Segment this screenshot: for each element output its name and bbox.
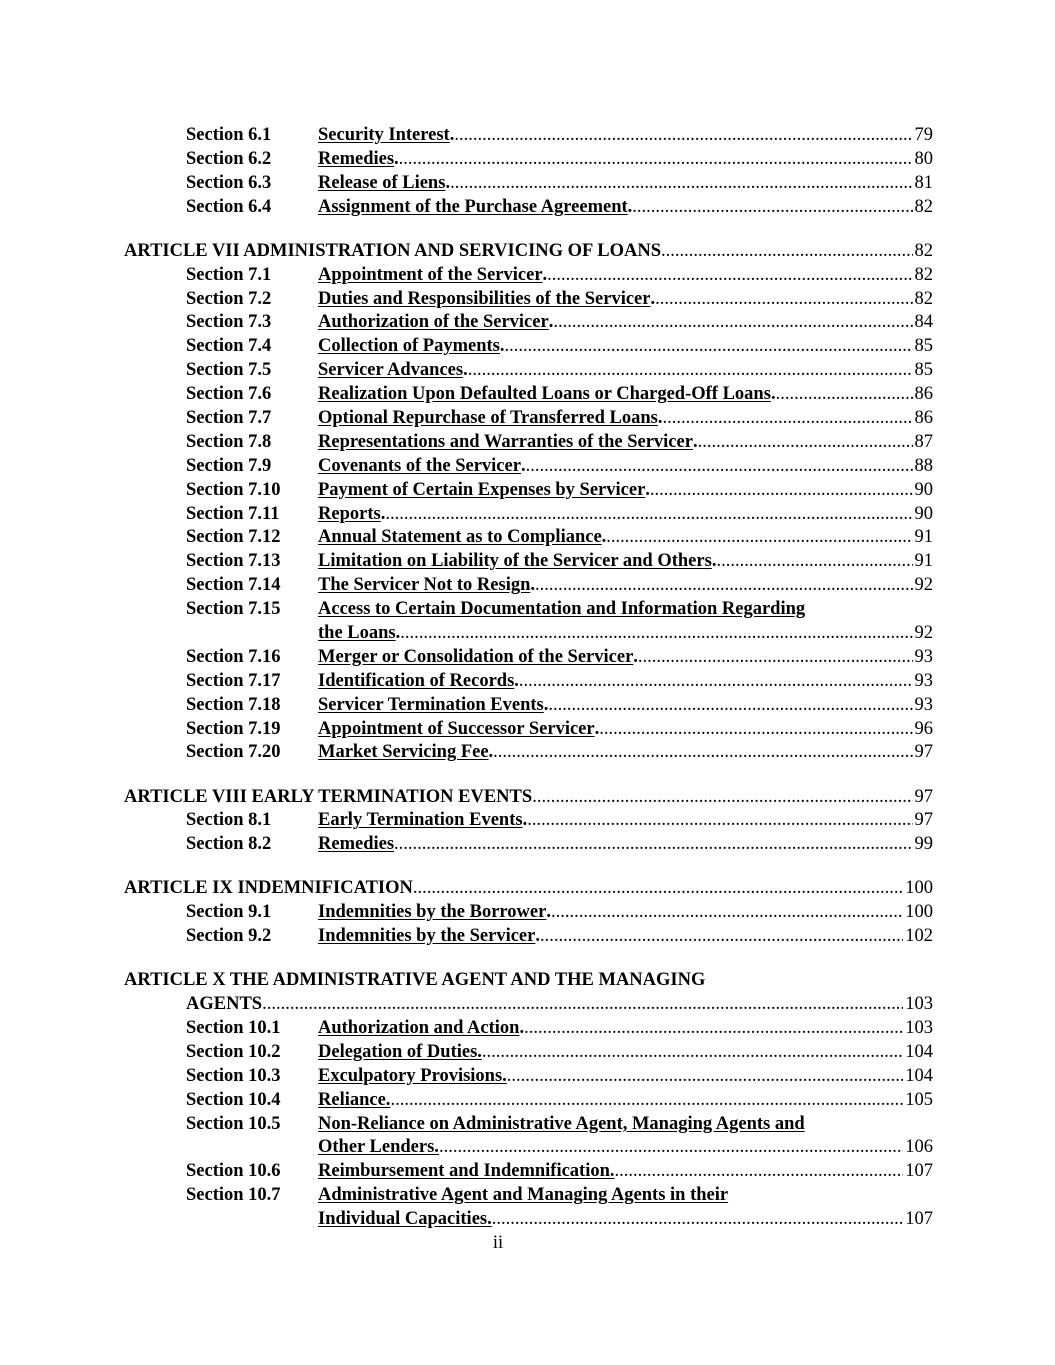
toc-page-number: 80 xyxy=(914,148,933,169)
toc-page-number: 84 xyxy=(914,312,933,333)
toc-punct: . xyxy=(546,902,551,923)
toc-link[interactable]: Appointment of the Servicer xyxy=(318,264,543,285)
toc-page-number: 103 xyxy=(905,1018,933,1039)
toc-link[interactable]: The Servicer Not to Resign xyxy=(318,575,531,596)
section-title xyxy=(318,694,933,718)
section-number: Section 7.7 xyxy=(186,407,272,428)
section-number: Section 10.2 xyxy=(186,1041,281,1062)
toc-punct: . xyxy=(394,148,399,169)
section-title xyxy=(318,833,933,857)
toc-section-entry xyxy=(0,1065,1055,1089)
section-title xyxy=(318,288,933,312)
section-number: Section 10.7 xyxy=(186,1185,281,1206)
leader-dots xyxy=(482,1041,903,1065)
section-title xyxy=(318,455,933,479)
toc-page-number: 99 xyxy=(914,834,933,855)
section-number: Section 6.1 xyxy=(186,125,272,145)
section-title xyxy=(318,431,933,455)
toc-link[interactable]: Market Servicing Fee xyxy=(318,742,489,763)
section-title xyxy=(318,646,933,670)
section-number: Section 7.17 xyxy=(186,670,281,691)
toc-section-entry xyxy=(0,1184,1055,1208)
section-number: Section 10.4 xyxy=(186,1089,281,1110)
toc-page-number: 85 xyxy=(914,336,933,357)
section-title xyxy=(318,1160,933,1184)
toc-page-number: 102 xyxy=(905,926,933,947)
leader-dots xyxy=(493,741,912,765)
section-title xyxy=(318,124,933,148)
leader-dots xyxy=(532,786,912,810)
toc-page-number: 79 xyxy=(914,125,933,145)
toc-link[interactable]: Authorization and Action xyxy=(318,1018,520,1039)
article-title xyxy=(124,969,933,993)
section-number: Section 7.15 xyxy=(186,599,281,620)
section-title xyxy=(318,407,933,431)
leader-dots xyxy=(390,1089,903,1113)
toc-section-entry xyxy=(0,646,1055,670)
toc-section-entry xyxy=(0,1017,1055,1041)
toc-link[interactable]: Collection of Payments xyxy=(318,336,500,357)
toc-section-entry xyxy=(0,1089,1055,1113)
section-number: Section 7.19 xyxy=(186,718,281,739)
toc-link[interactable]: Administrative Agent and Managing Agents in their xyxy=(318,1185,729,1206)
section-title xyxy=(318,1065,933,1089)
toc-link[interactable]: Remedies xyxy=(318,834,395,855)
toc-link[interactable]: Access to Certain Documentation and Information Regarding xyxy=(318,599,806,620)
section-number: Section 7.8 xyxy=(186,431,272,452)
section-title xyxy=(318,264,933,288)
toc-page-number: 96 xyxy=(914,718,933,739)
toc-page-number: 104 xyxy=(905,1065,933,1086)
section-number: Section 9.2 xyxy=(186,926,272,947)
article-title xyxy=(124,877,933,901)
toc-page-number: 87 xyxy=(914,431,933,452)
toc-article-entry-cont xyxy=(0,993,1055,1017)
toc-link[interactable]: Delegation of Duties. xyxy=(318,1041,482,1062)
toc-punct: . xyxy=(594,718,600,739)
toc-section-entry xyxy=(0,455,1055,479)
leader-dots xyxy=(524,1017,903,1041)
section-number: Section 7.4 xyxy=(186,336,272,357)
toc-page-number: 90 xyxy=(914,503,933,524)
leader-dots xyxy=(716,550,912,574)
toc-punct: . xyxy=(627,196,633,217)
leader-dots xyxy=(385,503,912,527)
toc-article-entry xyxy=(0,969,1055,993)
section-number: Section 7.13 xyxy=(186,551,281,572)
leader-dots xyxy=(548,694,912,718)
leader-dots xyxy=(599,718,912,742)
toc-section-entry xyxy=(0,901,1055,925)
section-number: Section 9.1 xyxy=(186,902,272,923)
section-title xyxy=(318,1113,933,1137)
toc-punct: . xyxy=(522,810,528,831)
toc-punct: . xyxy=(520,455,526,476)
toc-link[interactable]: the Loans xyxy=(318,623,396,643)
toc-link[interactable]: Assignment of the Purchase Agreement xyxy=(318,196,628,217)
section-title xyxy=(318,311,933,335)
toc-gap xyxy=(0,765,1055,785)
toc-page-number: 90 xyxy=(914,479,933,500)
section-title xyxy=(318,598,933,622)
leader-dots xyxy=(535,574,913,598)
toc-punct: . xyxy=(445,172,451,193)
toc-section-entry xyxy=(0,1041,1055,1065)
toc-page-number: 107 xyxy=(905,1209,933,1230)
toc-section-entry xyxy=(0,359,1055,383)
toc-section-entry xyxy=(0,335,1055,359)
toc-heading: ARTICLE X THE ADMINISTRATIVE AGENT AND THE MANAGING xyxy=(124,970,706,991)
section-title xyxy=(318,670,933,694)
toc-section-entry xyxy=(0,718,1055,742)
toc-link[interactable]: Indemnities by the Servicer xyxy=(318,926,536,947)
toc-link[interactable]: Early Termination Events xyxy=(318,810,523,831)
toc-punct: . xyxy=(514,670,519,691)
section-number: Section 7.2 xyxy=(186,288,272,309)
toc-page-number: 82 xyxy=(914,240,933,261)
toc-link[interactable]: Release of Liens xyxy=(318,172,446,193)
section-title xyxy=(318,359,933,383)
leader-dots xyxy=(400,622,912,646)
toc-page-number: 81 xyxy=(914,172,933,193)
section-number: Section 10.3 xyxy=(186,1065,281,1086)
table-of-contents xyxy=(0,124,1055,1232)
section-number: Section 10.6 xyxy=(186,1161,281,1182)
section-title xyxy=(318,383,933,407)
toc-section-entry xyxy=(0,407,1055,431)
article-title xyxy=(124,240,933,264)
toc-page-number: 105 xyxy=(905,1089,933,1110)
toc-page-number: 88 xyxy=(914,455,933,476)
toc-page-number: 91 xyxy=(914,527,933,548)
toc-page-number: 93 xyxy=(914,646,933,667)
toc-section-entry xyxy=(0,526,1055,550)
section-title xyxy=(318,718,933,742)
toc-punct: . xyxy=(499,336,505,357)
toc-page-number: 97 xyxy=(914,810,933,831)
article-title-cont xyxy=(186,993,933,1017)
toc-section-entry-cont xyxy=(0,622,1055,646)
toc-gap xyxy=(0,857,1055,877)
leader-dots xyxy=(505,335,913,359)
toc-page-number: 100 xyxy=(905,878,933,899)
toc-punct: . xyxy=(650,288,656,309)
section-number: Section 8.1 xyxy=(186,810,272,831)
toc-article-entry xyxy=(0,786,1055,810)
section-title xyxy=(318,503,933,527)
section-number: Section 7.14 xyxy=(186,575,281,596)
toc-heading: AGENTS xyxy=(186,994,263,1015)
toc-page-number: 92 xyxy=(914,575,933,596)
section-title xyxy=(318,148,933,172)
section-title xyxy=(318,479,933,503)
toc-punct: . xyxy=(395,623,401,643)
toc-section-entry xyxy=(0,809,1055,833)
toc-link[interactable]: Limitation on Liability of the Servicer and Others xyxy=(318,551,712,572)
toc-punct: . xyxy=(692,431,698,452)
toc-link[interactable]: Reimbursement and Indemnification. xyxy=(318,1161,615,1182)
leader-dots xyxy=(519,670,913,694)
toc-link[interactable]: Exculpatory Provisions. xyxy=(318,1065,507,1086)
toc-section-entry-cont xyxy=(0,1208,1055,1232)
leader-dots xyxy=(655,288,912,312)
toc-page-number: 97 xyxy=(914,742,933,763)
toc-page-number: 106 xyxy=(905,1137,933,1158)
toc-punct: . xyxy=(463,360,468,381)
toc-link[interactable]: Representations and Warranties of the Servicer xyxy=(318,431,693,452)
section-number: Section 8.2 xyxy=(186,834,272,855)
toc-punct: . xyxy=(449,125,455,145)
section-number: Section 7.20 xyxy=(186,742,281,763)
toc-link[interactable]: Realization Upon Defaulted Loans or Charged-Off Loans xyxy=(318,384,771,405)
toc-section-entry xyxy=(0,1160,1055,1184)
toc-link[interactable]: Identification of Records xyxy=(318,670,515,691)
toc-punct: . xyxy=(519,1018,525,1039)
toc-page-number: 85 xyxy=(914,360,933,381)
section-title-cont xyxy=(318,1136,933,1160)
toc-link[interactable]: Servicer Termination Events xyxy=(318,694,544,715)
toc-section-entry xyxy=(0,383,1055,407)
toc-punct: . xyxy=(542,264,548,285)
toc-page-number: 104 xyxy=(905,1041,933,1062)
toc-section-entry xyxy=(0,288,1055,312)
toc-link[interactable]: Annual Statement as to Compliance xyxy=(318,527,602,548)
leader-dots xyxy=(632,196,912,220)
toc-link[interactable]: Remedies xyxy=(318,148,395,169)
toc-punct: . xyxy=(645,479,650,500)
toc-link[interactable]: Security Interest xyxy=(318,125,450,145)
section-title-cont xyxy=(318,622,933,646)
page-number: ii xyxy=(492,1233,504,1253)
leader-dots xyxy=(399,148,913,172)
toc-link[interactable]: Individual Capacities. xyxy=(318,1209,492,1230)
section-number: Section 7.11 xyxy=(186,503,280,524)
leader-dots xyxy=(394,833,912,857)
toc-section-entry xyxy=(0,741,1055,765)
toc-link[interactable]: Duties and Responsibilities of the Servicer xyxy=(318,288,651,309)
toc-section-entry xyxy=(0,925,1055,949)
section-title xyxy=(318,741,933,765)
toc-punct: . xyxy=(543,694,549,715)
section-title xyxy=(318,196,933,220)
toc-link[interactable]: Other Lenders. xyxy=(318,1137,439,1158)
section-title xyxy=(318,901,933,925)
toc-heading: ARTICLE VIII EARLY TERMINATION EVENTS xyxy=(124,786,533,807)
section-number: Section 6.3 xyxy=(186,172,272,193)
toc-link[interactable]: Indemnities by the Borrower xyxy=(318,902,547,923)
leader-dots xyxy=(468,359,913,383)
toc-section-entry xyxy=(0,124,1055,148)
toc-heading: ARTICLE IX INDEMNIFICATION xyxy=(124,878,413,899)
section-title-cont xyxy=(318,1208,933,1232)
toc-punct: . xyxy=(770,384,776,405)
section-title xyxy=(318,574,933,598)
toc-section-entry xyxy=(0,670,1055,694)
leader-dots xyxy=(661,240,912,264)
toc-link[interactable]: Reliance. xyxy=(318,1089,391,1110)
toc-page-number: 82 xyxy=(914,288,933,309)
toc-link[interactable]: Reports xyxy=(318,503,381,524)
leader-dots xyxy=(450,172,912,196)
toc-page-number: 91 xyxy=(914,551,933,572)
toc-link[interactable]: Covenants of the Servicer xyxy=(318,455,521,476)
section-title xyxy=(318,925,933,949)
toc-section-entry xyxy=(0,833,1055,857)
leader-dots xyxy=(663,407,913,431)
leader-dots xyxy=(413,877,903,901)
section-title xyxy=(318,809,933,833)
toc-link[interactable]: Payment of Certain Expenses by Servicer xyxy=(318,479,646,500)
toc-punct: . xyxy=(530,575,535,596)
leader-dots xyxy=(553,311,912,335)
toc-page-number: 103 xyxy=(905,994,933,1015)
leader-dots xyxy=(262,993,903,1017)
toc-page-number: 93 xyxy=(914,694,933,715)
toc-section-entry xyxy=(0,311,1055,335)
section-number: Section 6.4 xyxy=(186,196,272,217)
section-number: Section 10.5 xyxy=(186,1113,281,1134)
toc-page-number: 100 xyxy=(905,902,933,923)
section-number: Section 10.1 xyxy=(186,1018,281,1039)
toc-punct: . xyxy=(711,551,717,572)
section-number: Section 7.18 xyxy=(186,694,281,715)
toc-section-entry-cont xyxy=(0,1136,1055,1160)
toc-section-entry xyxy=(0,264,1055,288)
toc-punct: . xyxy=(601,527,607,548)
section-number: Section 7.5 xyxy=(186,360,272,381)
toc-section-entry xyxy=(0,574,1055,598)
leader-dots xyxy=(454,124,912,148)
toc-section-entry xyxy=(0,550,1055,574)
toc-page-number: 82 xyxy=(914,196,933,217)
toc-link[interactable]: Appointment of Successor Servicer xyxy=(318,718,595,739)
leader-dots xyxy=(527,809,912,833)
toc-page-number: 107 xyxy=(905,1161,933,1182)
leader-dots xyxy=(540,925,903,949)
section-title xyxy=(318,335,933,359)
leader-dots xyxy=(615,1160,904,1184)
toc-page-number: 82 xyxy=(914,264,933,285)
toc-article-entry xyxy=(0,240,1055,264)
leader-dots xyxy=(507,1065,903,1089)
leader-dots xyxy=(526,455,913,479)
leader-dots xyxy=(551,901,903,925)
leader-dots xyxy=(606,526,912,550)
section-number: Section 6.2 xyxy=(186,148,272,169)
section-title xyxy=(318,1184,933,1208)
toc-page-number: 97 xyxy=(914,786,933,807)
section-number: Section 7.9 xyxy=(186,455,272,476)
section-title xyxy=(318,526,933,550)
toc-section-entry xyxy=(0,479,1055,503)
toc-punct: . xyxy=(380,503,386,524)
toc-punct: . xyxy=(633,646,638,667)
toc-section-entry xyxy=(0,431,1055,455)
leader-dots xyxy=(776,383,913,407)
section-number: Section 7.12 xyxy=(186,527,281,548)
section-number: Section 7.6 xyxy=(186,384,272,405)
toc-section-entry xyxy=(0,172,1055,196)
toc-section-entry xyxy=(0,148,1055,172)
toc-link[interactable]: Authorization of the Servicer xyxy=(318,312,549,333)
toc-page-number: 92 xyxy=(914,623,933,643)
section-number: Section 7.10 xyxy=(186,479,281,500)
toc-punct: . xyxy=(488,742,494,763)
leader-dots xyxy=(698,431,913,455)
toc-section-entry xyxy=(0,598,1055,622)
toc-article-entry xyxy=(0,877,1055,901)
leader-dots xyxy=(638,646,913,670)
section-number: Section 7.3 xyxy=(186,312,272,333)
toc-section-entry xyxy=(0,694,1055,718)
toc-page-number: 93 xyxy=(914,670,933,691)
toc-heading: ARTICLE VII ADMINISTRATION AND SERVICING OF LOANS xyxy=(124,240,662,261)
toc-punct: . xyxy=(548,312,554,333)
toc-page-number: 86 xyxy=(914,384,933,405)
toc-section-entry xyxy=(0,503,1055,527)
toc-gap xyxy=(0,949,1055,969)
leader-dots xyxy=(650,479,913,503)
leader-dots xyxy=(492,1208,904,1232)
toc-page-number: 86 xyxy=(914,407,933,428)
section-number: Section 7.16 xyxy=(186,646,281,667)
leader-dots xyxy=(439,1136,903,1160)
leader-dots xyxy=(547,264,912,288)
toc-gap xyxy=(0,220,1055,240)
section-number: Section 7.1 xyxy=(186,264,272,285)
toc-punct: . xyxy=(657,407,663,428)
toc-link[interactable]: Servicer Advances xyxy=(318,360,464,381)
section-title xyxy=(318,1041,933,1065)
section-title xyxy=(318,172,933,196)
article-title xyxy=(124,786,933,810)
section-title xyxy=(318,1089,933,1113)
toc-section-entry xyxy=(0,1113,1055,1137)
toc-punct: . xyxy=(535,926,540,947)
section-title xyxy=(318,1017,933,1041)
toc-link[interactable]: Non-Reliance on Administrative Agent, Managing Agents and xyxy=(318,1113,805,1134)
section-title xyxy=(318,550,933,574)
toc-section-entry xyxy=(0,196,1055,220)
toc-link[interactable]: Optional Repurchase of Transferred Loans xyxy=(318,407,658,428)
toc-link[interactable]: Merger or Consolidation of the Servicer xyxy=(318,646,634,667)
